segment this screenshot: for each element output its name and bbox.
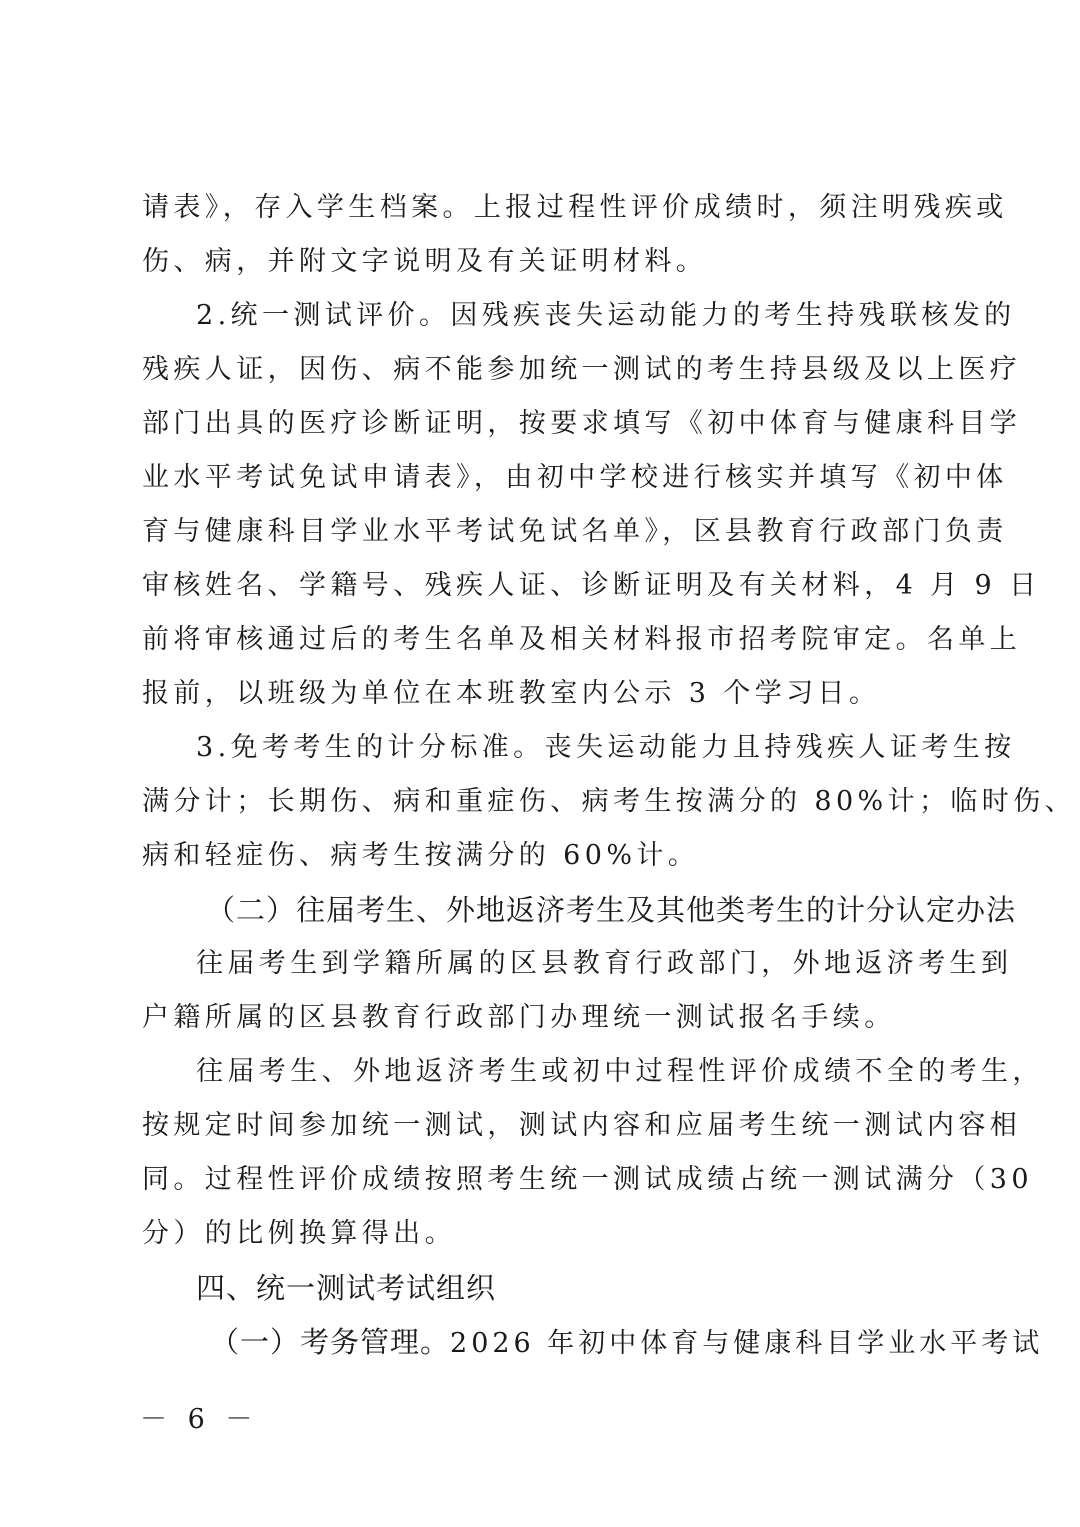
- body-line: 前将审核通过后的考生名单及相关材料报市招考院审定。名单上: [142, 624, 1022, 655]
- body-line: 按规定时间参加统一测试，测试内容和应届考生统一测试内容相: [142, 1110, 1022, 1141]
- page-number: － 6 －: [140, 1404, 259, 1435]
- body-line: 户籍所属的区县教育行政部门办理统一测试报名手续。: [142, 1002, 896, 1033]
- body-line: 残疾人证，因伤、病不能参加统一测试的考生持县级及以上医疗: [142, 354, 1022, 385]
- body-line-rest: 2026 年初中体育与健康科目学业水平考试: [450, 1328, 1044, 1359]
- body-line: 育与健康科目学业水平考试免试名单》，区县教育行政部门负责: [142, 516, 1008, 547]
- chapter-heading: 四、统一测试考试组织: [196, 1271, 497, 1305]
- body-line: 病和轻症伤、病考生按满分的 60%计。: [142, 840, 700, 871]
- body-line: 满分计；长期伤、病和重症伤、病考生按满分的 80%计；临时伤、: [142, 786, 1076, 817]
- body-line: 同。过程性评价成绩按照考生统一测试成绩占统一测试满分（30: [142, 1164, 1033, 1195]
- body-line-mixed: [210, 1322, 1044, 1364]
- body-line: 报前，以班级为单位在本班教室内公示 3 个学习日。: [142, 678, 881, 709]
- body-line: 审核姓名、学籍号、残疾人证、诊断证明及有关材料，4 月 9 日: [142, 570, 1041, 601]
- subsection-lead: （一）考务管理。: [210, 1325, 451, 1359]
- section-heading: （二）往届考生、外地返济考生及其他类考生的计分认定办法: [206, 893, 1017, 927]
- body-line: 3.免考考生的计分标准。丧失运动能力且持残疾人证考生按: [196, 732, 1016, 763]
- body-line: 分）的比例换算得出。: [142, 1218, 456, 1249]
- body-line: 请表》，存入学生档案。上报过程性评价成绩时，须注明残疾或: [142, 192, 1008, 223]
- body-line: 部门出具的医疗诊断证明，按要求填写《初中体育与健康科目学: [142, 408, 1022, 439]
- body-line: 往届考生、外地返济考生或初中过程性评价成绩不全的考生，: [196, 1056, 1044, 1087]
- body-line: 往届考生到学籍所属的区县教育行政部门，外地返济考生到: [196, 948, 1013, 979]
- body-line: 业水平考试免试申请表》，由初中学校进行核实并填写《初中体: [142, 462, 1008, 493]
- body-line: 伤、病，并附文字说明及有关证明材料。: [142, 246, 708, 277]
- body-line: 2.统一测试评价。因残疾丧失运动能力的考生持残联核发的: [196, 300, 1016, 331]
